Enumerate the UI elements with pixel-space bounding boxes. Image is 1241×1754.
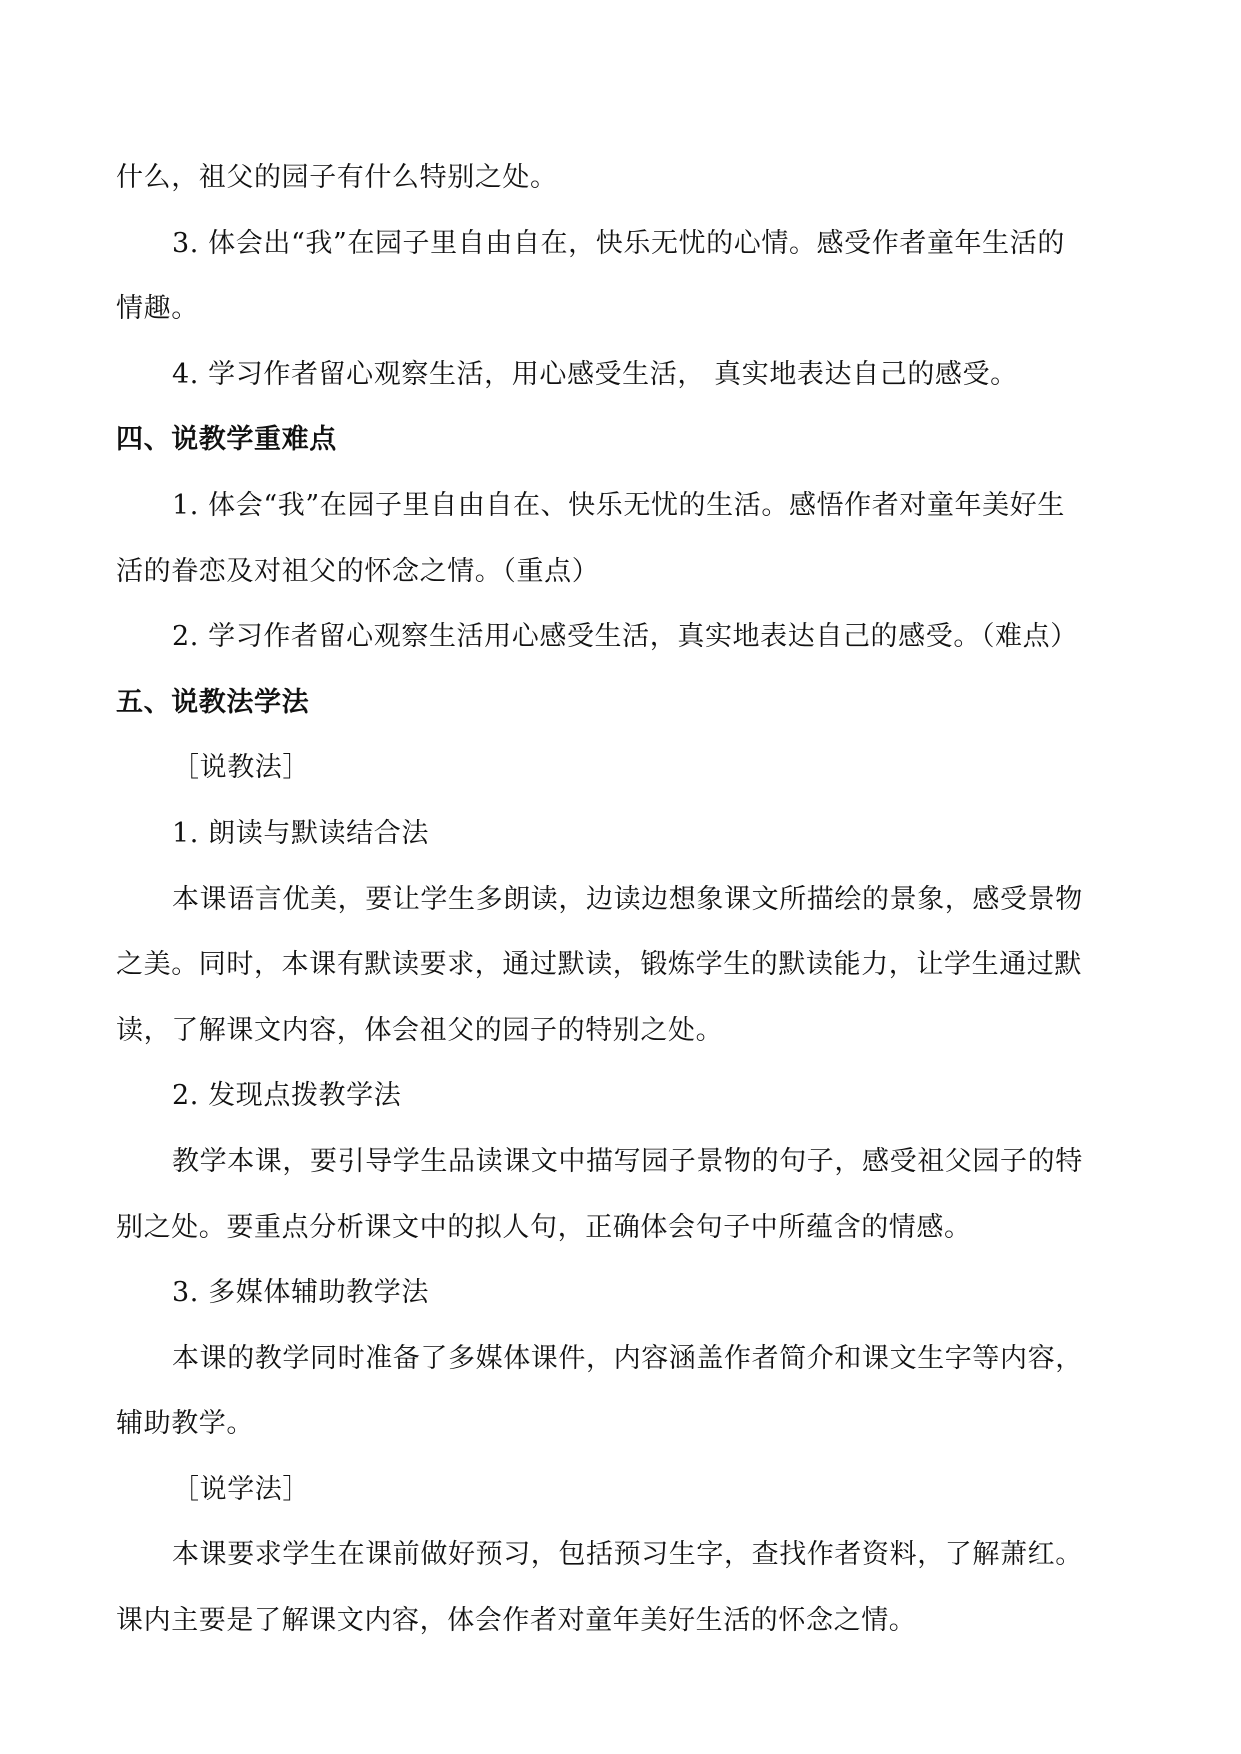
text-line: 辅助教学。 bbox=[116, 1408, 254, 1440]
text-line: 本课语言优美，要让学生多朗读，边读边想象课文所描绘的景象，感受景物 bbox=[172, 883, 1083, 915]
section-heading: 四、说教学重难点 bbox=[116, 424, 337, 456]
text-line: 本课的教学同时准备了多媒体课件，内容涵盖作者简介和课文生字等内容， bbox=[172, 1342, 1083, 1374]
text-line: 读，了解课文内容，体会祖父的园子的特别之处。 bbox=[116, 1014, 724, 1046]
text-line: 活的眷恋及对祖父的怀念之情。（重点） bbox=[116, 555, 600, 587]
text-line: 教学本课，要引导学生品读课文中描写园子景物的句子，感受祖父园子的特 bbox=[172, 1145, 1083, 1177]
text-line: 2. 学习作者留心观察生活用心感受生活，真实地表达自己的感受。（难点） bbox=[172, 621, 1078, 653]
subsection-label: ［说学法］ bbox=[172, 1473, 310, 1505]
subsection-label: ［说教法］ bbox=[172, 752, 310, 784]
list-item-title: 1. 朗读与默读结合法 bbox=[172, 817, 429, 849]
text-line: 别之处。要重点分析课文中的拟人句，正确体会句子中所蕴含的情感。 bbox=[116, 1211, 972, 1243]
text-line: 4. 学习作者留心观察生活，用心感受生活， 真实地表达自己的感受。 bbox=[172, 358, 1018, 390]
list-item-title: 3. 多媒体辅助教学法 bbox=[172, 1277, 429, 1309]
text-line: 之美。同时，本课有默读要求，通过默读，锻炼学生的默读能力，让学生通过默 bbox=[116, 949, 1082, 981]
text-line: 3. 体会出“我”在园子里自由自在，快乐无忧的心情。感受作者童年生活的 bbox=[172, 227, 1065, 259]
text-line: 1. 体会“我”在园子里自由自在、快乐无忧的生活。感悟作者对童年美好生 bbox=[172, 489, 1065, 521]
document-body bbox=[116, 145, 1136, 1654]
text-line: 情趣。 bbox=[116, 293, 199, 325]
text-line: 本课要求学生在课前做好预习，包括预习生字，查找作者资料，了解萧红。 bbox=[172, 1539, 1083, 1571]
list-item-title: 2. 发现点拨教学法 bbox=[172, 1080, 402, 1112]
text-line: 什么，祖父的园子有什么特别之处。 bbox=[116, 162, 558, 193]
section-heading: 五、说教法学法 bbox=[116, 686, 310, 718]
text-line: 课内主要是了解课文内容，体会作者对童年美好生活的怀念之情。 bbox=[116, 1605, 917, 1637]
